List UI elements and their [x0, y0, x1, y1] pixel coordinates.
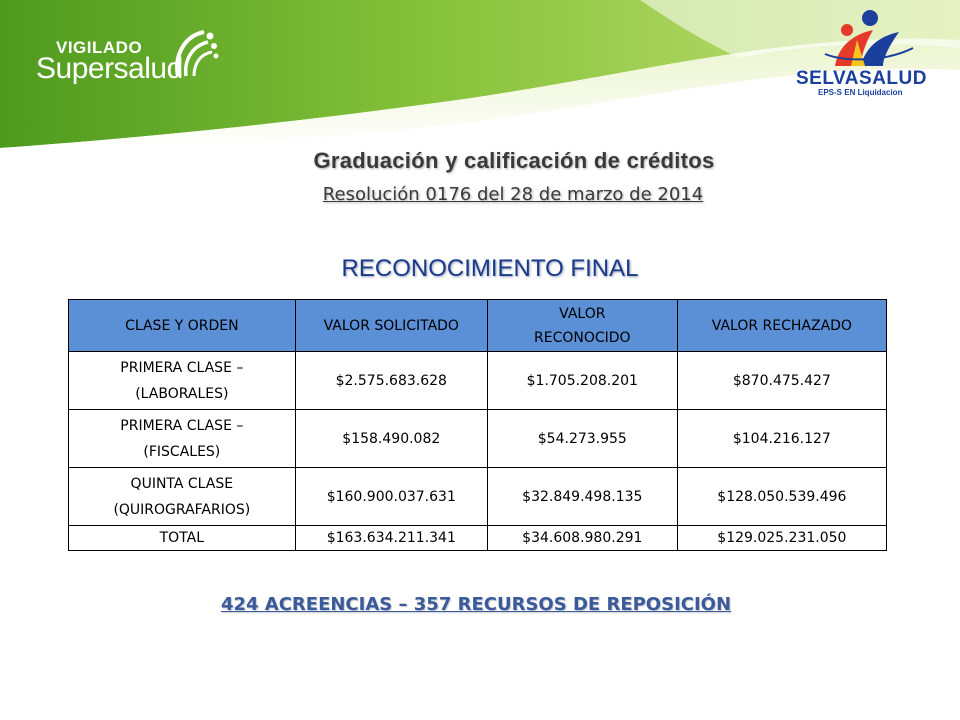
supersalud-swirl-icon — [170, 26, 226, 82]
table-cell-reconocido: $34.608.980.291 — [487, 526, 677, 551]
table-cell-clase: TOTAL — [69, 526, 296, 551]
table-row — [69, 410, 887, 468]
table-cell-clase: PRIMERA CLASE – (FISCALES) — [69, 410, 296, 468]
table-row — [69, 468, 887, 526]
table-cell-clase: QUINTA CLASE (QUIROGRAFARIOS) — [69, 468, 296, 526]
table-cell-solicitado: $158.490.082 — [295, 410, 487, 468]
table-cell-rechazado: $870.475.427 — [677, 352, 886, 410]
column-header-valor-reconocido: VALOR RECONOCIDO — [487, 300, 677, 352]
table-cell-clase: PRIMERA CLASE – (LABORALES) — [69, 352, 296, 410]
table-row-total — [69, 526, 887, 551]
section-title: RECONOCIMIENTO FINAL — [341, 255, 639, 282]
table-cell-reconocido: $1.705.208.201 — [487, 352, 677, 410]
table-header — [69, 300, 887, 352]
footer-summary: 424 ACREENCIAS – 357 RECURSOS DE REPOSICIÓN — [220, 594, 732, 615]
table-body — [69, 352, 887, 551]
page-subtitle: Resolución 0176 del 28 de marzo de 2014 — [322, 184, 704, 205]
selvasalud-subtext: EPS-S EN Liquidacion — [818, 88, 903, 97]
table-cell-rechazado: $128.050.539.496 — [677, 468, 886, 526]
page-title: Graduación y calificación de créditos — [313, 148, 715, 173]
table-cell-rechazado: $104.216.127 — [677, 410, 886, 468]
table-cell-solicitado: $163.634.211.341 — [295, 526, 487, 551]
table-cell-reconocido: $54.273.955 — [487, 410, 677, 468]
table-header-row — [69, 300, 887, 352]
column-header-valor-rechazado: VALOR RECHAZADO — [677, 300, 886, 352]
table-row — [69, 352, 887, 410]
supersalud-text: Supersalud — [36, 52, 183, 85]
table-cell-solicitado: $160.900.037.631 — [295, 468, 487, 526]
table-cell-rechazado: $129.025.231.050 — [677, 526, 886, 551]
column-header-clase: CLASE Y ORDEN — [69, 300, 296, 352]
vigilado-text: VIGILADO — [56, 38, 143, 57]
table-cell-solicitado: $2.575.683.628 — [295, 352, 487, 410]
credits-table — [68, 299, 887, 551]
table-cell-reconocido: $32.849.498.135 — [487, 468, 677, 526]
column-header-valor-solicitado: VALOR SOLICITADO — [295, 300, 487, 352]
selvasalud-text: SELVASALUD — [796, 68, 927, 89]
